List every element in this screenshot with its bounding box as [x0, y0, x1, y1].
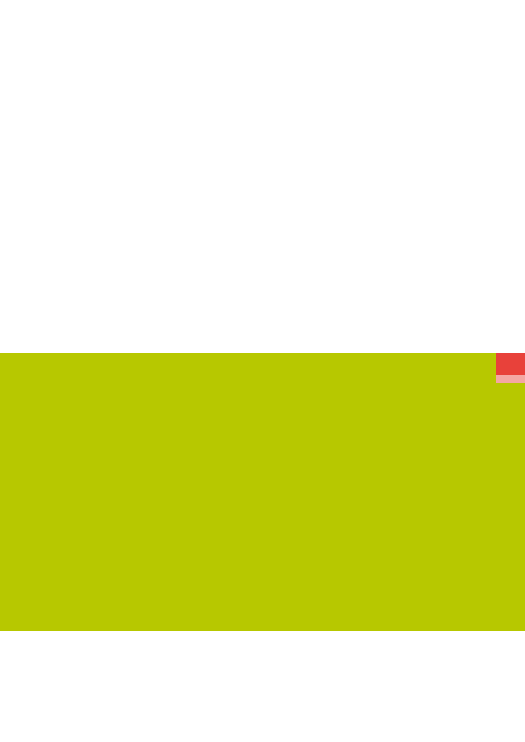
description-section — [0, 0, 525, 353]
publisher-footer — [0, 631, 525, 742]
publisher-block — [62, 642, 282, 648]
side-tab-red — [496, 353, 525, 375]
barcode-image — [366, 647, 478, 727]
green-panel — [0, 353, 525, 631]
side-tab-pink — [496, 375, 525, 383]
barcode-block — [366, 643, 478, 727]
